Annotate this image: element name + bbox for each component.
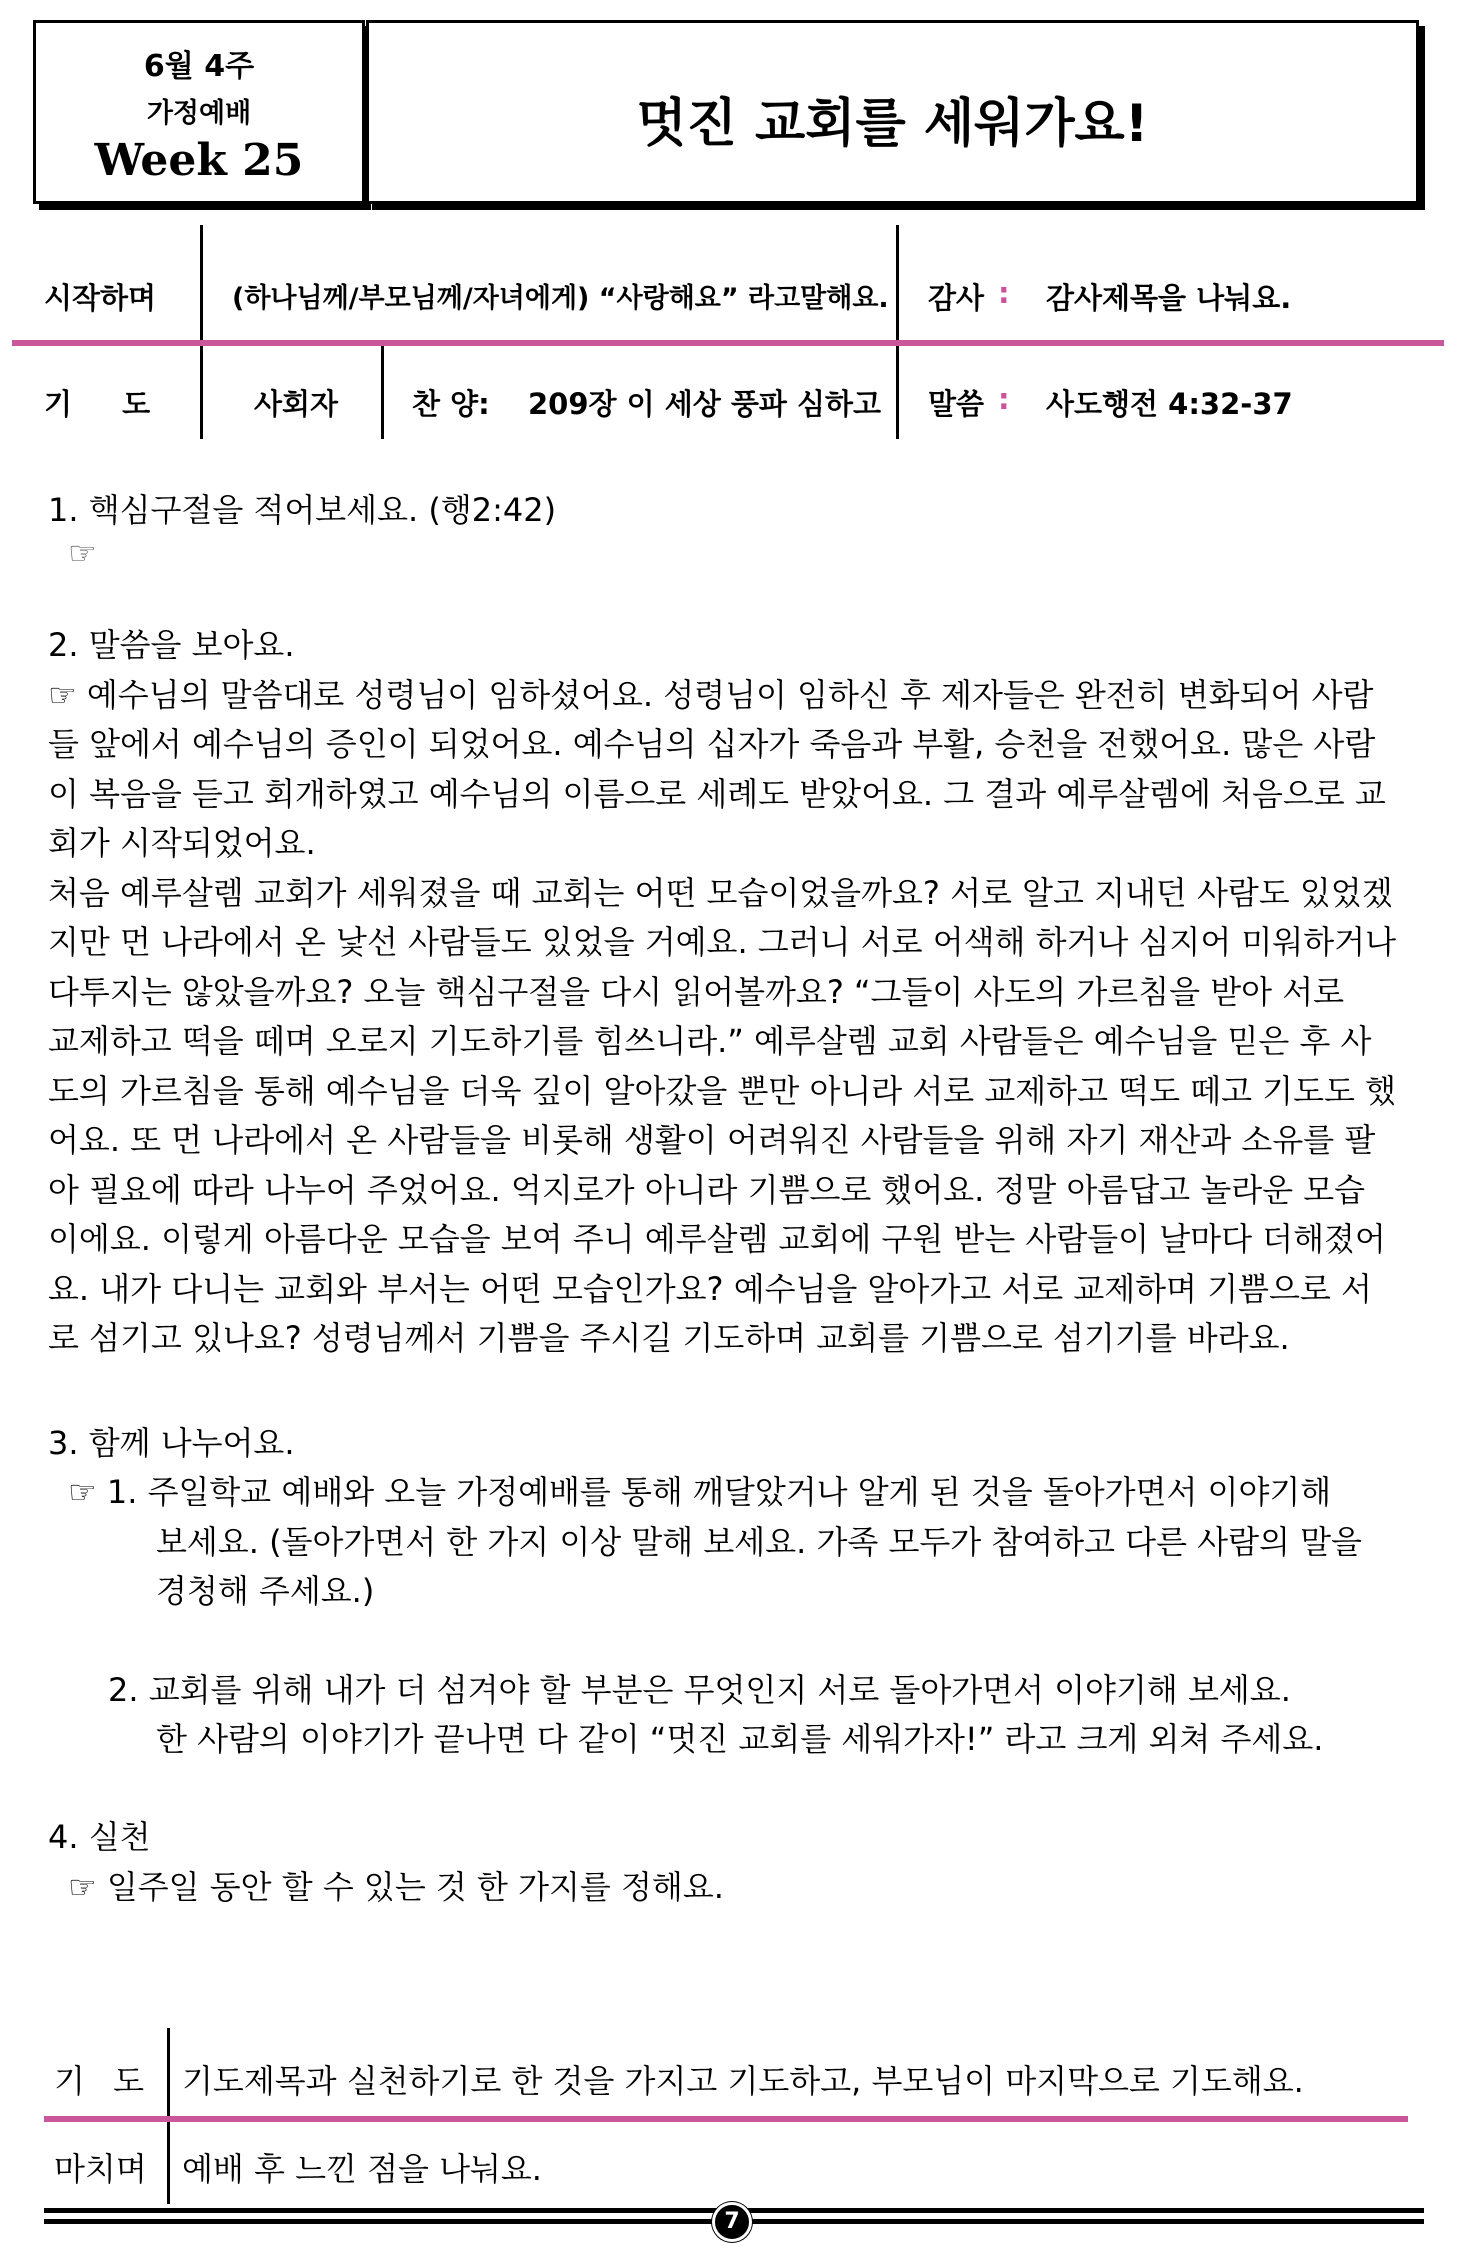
thanks-label: 감사 — [928, 281, 985, 315]
sermon-line: 교제하고 떡을 떼며 오로지 기도하기를 힘쓰니라.” 예루살렘 교회 사람들은 예수님을 믿은 후 사 — [48, 1022, 1372, 1060]
hymn-label: 찬 양: — [412, 387, 490, 421]
page-title: 멋진 교회를 세워가요! — [636, 94, 1149, 154]
word-label: 말씀 — [928, 387, 985, 421]
sermon-line: 로 섬기고 있나요? 성령님께서 기쁨을 주시길 기도하며 교회를 기쁨으로 섬기기를 바라요. — [48, 1319, 1290, 1357]
practice-line: ☞ 일주일 동안 할 수 있는 것 한 가지를 정해요. — [68, 1868, 724, 1906]
title-box — [366, 20, 1419, 204]
prayer-text: 기도제목과 실천하기로 한 것을 가지고 기도하고, 부모님이 마지막으로 기도해요. — [182, 2062, 1304, 2100]
sermon-line: 회가 시작되었어요. — [48, 824, 316, 862]
sermon-line: 도의 가르침을 통해 예수님을 더욱 깊이 알아갔을 뿐만 아니라 서로 교제하고 떡도 떼고 기도도 했 — [48, 1072, 1396, 1110]
sermon-line: 이 복음을 듣고 회개하였고 예수님의 이름으로 세례도 받았어요. 그 결과 예루살렘에 처음으로 교 — [48, 775, 1386, 813]
week-number: Week 25 — [94, 135, 304, 186]
pointer-icon: ☞ — [68, 534, 97, 572]
closing-label: 마치며 — [54, 2150, 147, 2188]
hymn-text: 209장 이 세상 풍파 심하고 — [528, 387, 882, 421]
closing-text: 예배 후 느낀 점을 나눠요. — [182, 2150, 542, 2188]
share-item-2: 2. 교회를 위해 내가 더 섬겨야 할 부분은 무엇인지 서로 돌아가면서 이야기해 보세요. — [108, 1671, 1291, 1709]
share-item-1-cont: 경청해 주세요.) — [156, 1572, 375, 1610]
week-box — [33, 20, 365, 204]
share-item-2-cont: 한 사람의 이야기가 끝나면 다 같이 “멋진 교회를 세워가자!” 라고 크게 외쳐 주세요. — [156, 1720, 1324, 1758]
word-colon: : — [998, 382, 1010, 416]
page-number: 7 — [724, 2209, 740, 2234]
prayer-label: 기 도 — [54, 2062, 144, 2100]
section-4-title: 4. 실천 — [48, 1818, 151, 1856]
thanks-colon: : — [998, 276, 1010, 310]
thanks-text: 감사제목을 나눠요. — [1046, 281, 1292, 315]
section-3-title: 3. 함께 나누어요. — [48, 1424, 295, 1462]
sermon-line: ☞ 예수님의 말씀대로 성령님이 임하셨어요. 성령님이 임하신 후 제자들은 완전히 변화되어 사람 — [48, 676, 1374, 714]
word-text: 사도행전 4:32-37 — [1046, 387, 1293, 421]
share-item-1: ☞ 1. 주일학교 예배와 오늘 가정예배를 통해 깨달았거나 알게 된 것을 돌아가면서 이야기해 — [68, 1473, 1332, 1511]
sermon-line: 지만 먼 나라에서 온 낯선 사람들도 있었을 거예요. 그러니 서로 어색해 하거나 심지어 미워하거나 — [48, 923, 1396, 961]
section-1-title: 1. 핵심구절을 적어보세요. (행2:42) — [48, 491, 557, 529]
week-label: 6월 4주 — [143, 49, 255, 84]
sermon-line: 이에요. 이렇게 아름다운 모습을 보여 주니 예루살렘 교회에 구원 받는 사람들이 날마다 더해졌어 — [48, 1220, 1386, 1258]
leader-label: 사회자 — [254, 387, 339, 421]
sermon-line: 요. 내가 다니는 교회와 부서는 어떤 모습인가요? 예수님을 알아가고 서로 교제하며 기쁨으로 서 — [48, 1270, 1372, 1308]
sermon-line: 처음 예루살렘 교회가 세워졌을 때 교회는 어떤 모습이었을까요? 서로 알고 지내던 사람도 있었겠 — [48, 874, 1393, 912]
section-2-title: 2. 말씀을 보아요. — [48, 626, 295, 664]
sermon-line: 아 필요에 따라 나누어 주었어요. 억지로가 아니라 기쁨으로 했어요. 정말 아름답고 놀라운 모습 — [48, 1171, 1366, 1209]
start-text: (하나님께/부모님께/자녀에게) “사랑해요” 라고말해요. — [232, 283, 889, 314]
start-label: 시작하며 — [44, 281, 157, 315]
category-label: 가정예배 — [146, 98, 252, 129]
sermon-line: 다투지는 않았을까요? 오늘 핵심구절을 다시 읽어볼까요? “그들이 사도의 가르침을 받아 서로 — [48, 973, 1345, 1011]
share-item-1-cont: 보세요. (돌아가면서 한 가지 이상 말해 보세요. 가족 모두가 참여하고 다른 사람의 말을 — [156, 1523, 1362, 1561]
sermon-line: 어요. 또 먼 나라에서 온 사람들을 비롯해 생활이 어려워진 사람들을 위해 자기 재산과 소유를 팔 — [48, 1121, 1376, 1159]
page-number-badge — [712, 2202, 752, 2242]
prayer-label-top: 기 도 — [44, 387, 151, 421]
sermon-line: 들 앞에서 예수님의 증인이 되었어요. 예수님의 십자가 죽음과 부활, 승천을 전했어요. 많은 사람 — [48, 725, 1376, 763]
